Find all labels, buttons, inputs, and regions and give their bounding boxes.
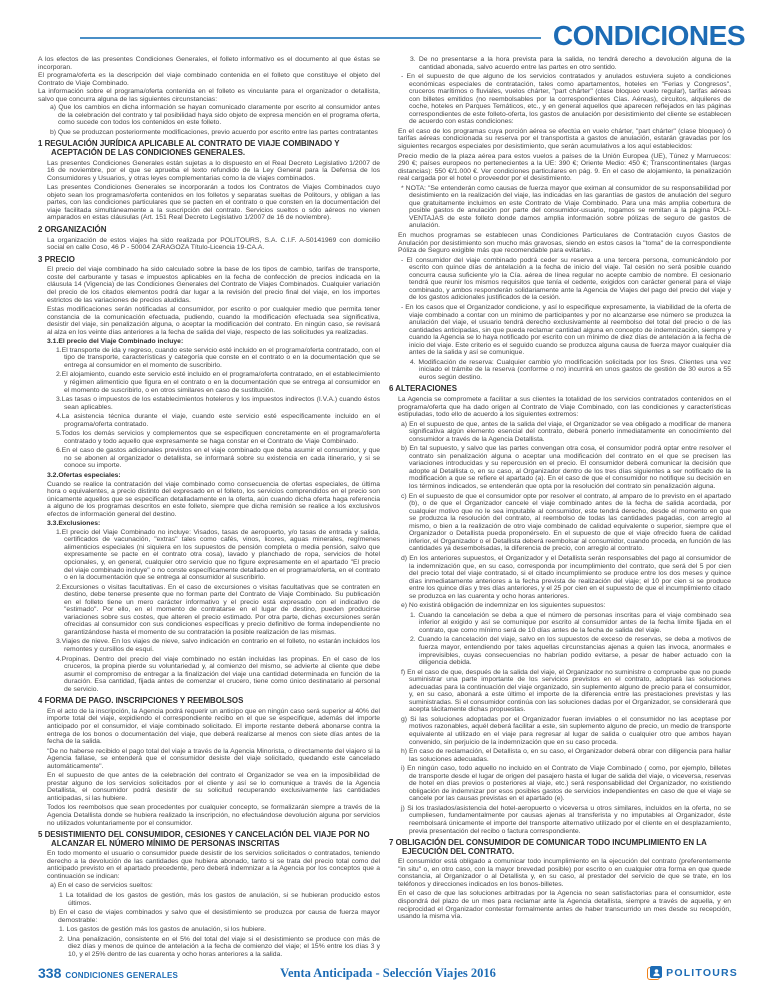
section-heading: 1 REGULACIÓN JURÍDICA APLICABLE AL CONTRATO DE VIAJE COMBINADO Y ACEPTACIÓN DE LAS CONDICIONES GENERALES.	[38, 139, 340, 158]
paragraph: El programa/oferta es la descripción del viaje combinado contenida en el folleto que constituye el objeto del Contrato de Viaje Combinado.	[38, 72, 380, 87]
paragraph: b) En el caso de viajes combinados y salvo que el desistimiento se produzca por causa de fuerza mayor demostrable:	[50, 909, 380, 924]
paragraph: En el caso de los programas cuya porción aérea se efectúa en vuelo chárter, "part chárter" (clase bloqueo) ó tarifas aéreas condicionada su reserva por el transportista a gastos de anulación, estarán gravadas por los siguientes recargos especiales por desistimiento, que serán acumulativos a los aquí establecidos:	[398, 127, 731, 151]
section-heading: 5 DESISTIMIENTO DEL CONSUMIDOR, CESIONES Y CANCELACIÓN DEL VIAJE POR NO ALCANZAR EL NÚMERO MÍNIMO DE PERSONAS INSCRITAS	[38, 830, 370, 848]
paragraph: 1 La totalidad de los gastos de gestión, más los gastos de anulación, si se hubieran producido estos últimos.	[59, 892, 380, 907]
paragraph: La Agencia se compromete a facilitar a sus clientes la totalidad de los servicios contratados contenidos en el programa/oferta que ha dado origen al Contrato de Viaje Combinado, con las condiciones y características estipuladas, todo ello de acuerdo a los siguientes extremos:	[398, 396, 731, 419]
paragraph: En el acto de la inscripción, la Agencia podrá requerir un anticipo que en ningún caso será superior al 40% del importe total del viaje, expidiendo el correspondiente recibo en el que se especifique, además del importe anticipado por el consumidor, el viaje combinado solicitado. El importe restante deberá abonarse contra la entrega de los bonos o documentación del viaje, que deberá realizarse al menos con siete días antes de la fecha de la salida.	[47, 707, 380, 746]
header-rule	[80, 37, 541, 39]
subsection-heading: 3.1.El precio del Viaje Combinado incluye:	[47, 338, 184, 346]
page-header	[38, 22, 745, 50]
paragraph: En muchos programas se establecen unas Condiciones Particulares de Contratación cuyos Gastos de Anulación por desistimiento son mucho más gravosas, siendo en estos casos la "toma" de la correspondiente Póliza de Seguro exigible más que recomendable para evitarlas.	[398, 232, 731, 255]
paragraph: f) En el caso de que, después de la salida del viaje, el Organizador no suministre o compruebe que no puede suministrar una parte importante de los servicios previstos en el contrato, adoptará las soluciones adecuadas para la continuación del viaje organizado, sin suplemento alguno de precio para el consumidor, y, en su caso, abonará a este último el importe de la diferencia entre las prestaciones previstas y las suministradas. Si el consumidor continúa con las soluciones dadas por el Organizador, se considerará que acepta tácitamente dichas propuestas.	[401, 668, 731, 714]
paragraph: 1. Los gastos de gestión más los gastos de anulación, si los hubiere.	[59, 926, 267, 934]
subsection-heading: 3.3.Exclusiones:	[47, 520, 101, 528]
section-heading: 3 PRECIO	[38, 254, 75, 264]
paragraph: Las presentes Condiciones Generales están sujetas a lo dispuesto en el Real Decreto Legislativo 1/2007 de 16 de noviembre, por el que se aprueba el texto refundido de la Ley General para la Defensa de los Consumidores y Usuarios, y otras leyes complementarias como la de viajes combinados.	[47, 159, 380, 182]
paragraph: i) En ningún caso, todo aquello no incluido en el Contrato de Viaje Combinado ( como, por ejemplo, billetes de transporte desde el lugar de origen del pasajero hasta el lugar de salida del viaje, o viceversa, reservas de hotel en días previos o posteriores al viaje, etc.) será responsabilidad del Organizador, no existiendo obligación de indemnizar por esos posibles gastos de servicios independientes en caso de que el viaje se cancele por las causas previstas en el apartado (e).	[401, 765, 731, 803]
paragraph: En el supuesto de que antes de la celebración del contrato el Organizador se vea en la imposibilidad de prestar alguno de los servicios solicitados por el cliente y así se lo comunique a través de la Agencia Detallista, el consumidor podrá desistir de su solicitud recuperando exclusivamente las cantidades anticipadas, si las hubiere.	[47, 772, 380, 802]
paragraph: - En los casos que el Organizador condicione, y así lo especifique expresamente, la viabilidad de la oferta de viaje combinado a contar con un mínimo de participantes y por no alcanzarse ese número se produzca la anulación del viaje, el usuario tendrá derecho exclusivamente al reembolso del total del precio o de las cantidades anticipadas, sin que pueda reclamar cantidad alguna en concepto de indemnización, siempre y cuando la Agencia se lo haya notificado por escrito con un mínimo de diez días de antelación a la fecha de inicio del viaje. Este criterio es el seguido cuando se produzca alguna causa de fuerza mayor cualquier día antes de la salida y así se comunique.	[401, 303, 731, 357]
paragraph: En todo momento el usuario o consumidor puede desistir de los servicios solicitados o contratados, teniendo derecho a la devolución de las cantidades que hubiera abonado, tanto si se trata del precio total como del anticipado previsto en el apartado precedente, pero deberá indemnizar a la Agencia por los conceptos que a continuación se indican:	[47, 850, 380, 880]
paragraph: - En el supuesto de que alguno de los servicios contratados y anulados estuviera sujeto a condiciones económicas especiales de contratación, tales como apartamentos, hoteles en "Ferias y Congresos", cruceros marítimos o fluviales, vuelos chárter, "part chárter" (clase bloqueo vuelo regular), tarifas aéreas con billetes emitidos (no reembolsables por la correspondientes Cías. Aéreas), circuitos, alquileres de coche, hoteles en Parques Temáticos, etc., y en general aquellos que aparecen reflejados en las páginas correspondientes de este folleto-oferta, los gastos de anulación por desistimiento del cliente se establecen de acuerdo con estas condiciones:	[401, 73, 731, 126]
paragraph: h) En caso de reclamación, el Detallista o, en su caso, el Organizador deberá obrar con diligencia para hallar las soluciones adecuadas.	[401, 748, 731, 763]
paragraph: g) Si las soluciones adoptadas por el Organizador fueran inviables o el consumidor no las aceptase por motivos razonables, aquél deberá facilitar a este, sin suplemento alguno de precio, un medio de transporte equivalente al utilizado en el viaje para regresar al lugar de salida o cualquier otro que ambos hayan convenido, sin perjuicio de la indemnización que en su caso proceda.	[401, 715, 731, 746]
page-footer	[38, 960, 738, 986]
section-heading: 6 ALTERACIONES	[389, 384, 457, 394]
brand-wordmark: POLITOURS	[666, 967, 738, 979]
paragraph: 2.Excursiones o visitas facultativas. En el caso de excursiones o visitas facultativas que se contraten en destino, debe tenerse presente que no forman parte del Contrato de Viaje Combinado. Su publicación en el folleto tiene un mero carácter informativo y el precio está expresado con el indicativo de "estimado". Por ello, en el momento de contratarse en el lugar de destino, pueden producirse variaciones sobre sus costes, que alteren el precio estimado. Por otra parte, dichas excursiones serán ofrecidas al consumidor con sus condiciones específicas y precio definitivo de forma independiente no garantizándose hasta el momento de su contratación la posible realización de las mismas.	[56, 583, 380, 636]
paragraph: "De no haberse recibido el pago total del viaje a través de la Agencia Minorista, o directamente del viajero si la Agencia fallase, se entenderá que el consumidor desiste del viaje solicitado, quedando este cancelado automáticamente".	[47, 747, 380, 770]
section-heading: 2 ORGANIZACIÓN	[38, 225, 107, 235]
paragraph: En el caso de que las soluciones arbitradas por la Agencia no sean satisfactorias para el consumidor, este dispondrá del plazo de un mes para reclamar ante la Agencia detallista, siempre a través de aquella, y en reciprocidad el Organizador contestar formalmente antes de haber transcurrido un mes desde su recepción, usando la misma vía.	[398, 890, 731, 921]
right-column	[389, 56, 731, 958]
paragraph: A los efectos de las presentes Condiciones Generales, el folleto informativo es el documento al que éstas se incorporan.	[38, 56, 380, 71]
left-column	[38, 56, 380, 958]
paragraph: a) En el supuesto de que, antes de la salida del viaje, el Organizador se vea obligado a modificar de manera significativa algún elemento esencial del contrato, deberá ponerlo inmediatamente en conocimiento del consumidor a través de la Agencia Detallista.	[401, 420, 731, 443]
paragraph: c) En el supuesto de que el consumidor opte por resolver el contrato, al amparo de lo previsto en el apartado (b), o de que el Organizador cancele el viaje combinado antes de la fecha de salida acordada, por cualquier motivo que no le sea imputable al consumidor, este tendrá derecho, desde el momento en que se produzca la resolución del contrato, al reembolso de todas las cantidades pagadas, con arreglo al mismo, o bien a la realización de otro viaje combinado de calidad equivalente o superior, siempre que el Organizador o Detallista pueda proponérselo. En el supuesto de que el viaje ofrecido fuera de calidad inferior, el Organizador o el Detallista deberá reembolsar al consumidor, cuando proceda, en función de las cantidades ya desembolsadas, la diferencia de precio, con arreglo al contrato.	[401, 492, 731, 553]
paragraph: 2. Una penalización, consistente en el 5% del total del viaje si el desistimiento se produce con más de diez días y menos de quince de antelación a la fecha de comienzo del viaje; el 15% entre los días 3 y 10, y el 25% dentro de las cuarenta y ocho horas anteriores a la salida.	[59, 935, 380, 958]
paragraph: 5.Todos los demás servicios y complementos que se especifiquen concretamente en el programa/oferta contratado y todo aquello que expresamente se haga constar en el Contrato de Viaje Combinado.	[56, 430, 380, 445]
footer-section-label: CONDICIONES GENERALES	[65, 971, 179, 980]
paragraph: 1.El precio del Viaje Combinado no incluye: Visados, tasas de aeropuerto, y/o tasas de entrada y salida, certificados de vacunación, "extras" tales como cafés, vinos, licores, aguas minerales, regímenes alimenticios especiales (ni siquiera en los supuestos de pensión completa o media pensión, salvo que expresamente se pacte en el contrato otra cosa), lavado y planchado de ropa, servicios de hotel opcionales, y, en general, cualquier otro servicio que no figure expresamente en el apartado "El precio del viaje combinado incluye" o no conste específicamente detallado en el programa/oferta, en el contrato o en la documentación que se entrega al consumidor al suscribirlo.	[56, 528, 380, 582]
section-heading: 4 FORMA DE PAGO. INSCRIPCIONES Y REEMBOLSOS	[38, 696, 244, 706]
politours-person-icon	[647, 966, 662, 980]
paragraph: - El consumidor del viaje combinado podrá ceder su reserva a una tercera persona, comunicándolo por escrito con quince días de antelación a la fecha de inicio del viaje. Tal cesión no será posible cuando concurra causa suficiente y/o la Cía. aérea de línea regular no acepte cambio de nombre. El cesionario tendrá que reunir los mismos requisitos que tenía el cedente, exigidos con carácter general para el viaje combinado, y ambos responderán solidariamente ante la Agencia de Viajes del pago del precio del viaje y de los gastos adicionales justificados de la cesión.	[401, 256, 731, 302]
paragraph: 1.El transporte de ida y regreso, cuando este servicio esté incluido en el programa/oferta contratado, con el tipo de transporte, características y categoría que conste en el contrato o en la documentación que se entrega al consumidor en el momento de suscribirlo.	[56, 346, 380, 369]
paragraph: Estas modificaciones serán notificadas al consumidor, por escrito o por cualquier medio que permita tener constancia de la comunicación efectuada, pudiendo, cuando la modificación efectuada sea significativa, desistir del viaje, sin penalización alguna, o aceptar la modificación del contrato. En ningún caso, se revisará al alza en los veinte días anteriores a la fecha de salida del viaje, respecto de las solicitudes ya realizadas.	[47, 306, 380, 336]
paragraph: La organización de estos viajes ha sido realizada por POLITOURS, S.A. C.I.F. A-50141969 con domicilio social en calle Coso, 46 P - 50004 ZARAGOZA Título-Licencia 19-CA.A.	[47, 236, 380, 252]
paragraph: 4.Propinas. Dentro del precio del viaje combinado no están incluidas las propinas. En el caso de los cruceros, la propina pierde su voluntariedad y, al comienzo del mismo, se advierte al cliente que debe asumir el compromiso de entregar a la finalización del viaje una cantidad determinada en función de la duración. Esa cantidad, fijada antes de comenzar el crucero, tiene como único destinatario al personal de servicio.	[56, 655, 380, 693]
brand-logo	[641, 966, 738, 980]
section-heading: 7 OBLIGACIÓN DEL CONSUMIDOR DE COMUNICAR TODO INCUMPLIMIENTO EN LA EJECUCIÓN DEL CONTRATO.	[389, 838, 707, 856]
paragraph: Precio medio de la plaza aérea para estos vuelos a países de la Unión Europea (UE), Túnez y Marruecos: 290 €; países europeos no pertenecientes a la UE: 390 €; Oriente Medio: 450 €; Transcontinentales (largas distancias): 550 €/1.000 €. Ver condiciones particulares en pág. 9. En el caso de alojamiento, la penalización real cargada por el hotel o proveedor por el desistimiento.	[398, 152, 731, 183]
paragraph: e) No existirá obligación de indemnizar en los siguientes supuestos:	[401, 602, 606, 610]
paragraph: La información sobre el programa/oferta contenida en el folleto es vinculante para el organizador o detallista, salvo que concurra alguna de las siguientes circunstancias:	[38, 88, 380, 103]
subsection-heading: 3.2.Ofertas especiales:	[47, 471, 121, 479]
paragraph: 1. Cuando la cancelación se deba a que el número de personas inscritas para el viaje combinado sea inferior al exigido y así se comunique por escrito al consumidor antes de la fecha límite fijada en el contrato, que como mínimo será de 10 días antes de la fecha de salida del viaje.	[410, 611, 731, 634]
page-number: 338	[38, 965, 62, 981]
paragraph: 4.La asistencia técnica durante el viaje, cuando este servicio esté específicamente incluido en el programa/oferta contratado.	[56, 413, 380, 428]
paragraph: Todos los reembolsos que sean procedentes por cualquier concepto, se formalizarán siempre a través de la Agencia Detallista donde se hubiera realizado la inscripción, no efectuándose devolución alguna por servicios no utilizados voluntariamente por el consumidor.	[47, 804, 380, 827]
paragraph: 3.Las tasas o impuestos de los establecimientos hoteleros y los impuestos indirectos (I.V.A.) cuando éstos sean aplicables.	[56, 396, 380, 411]
paragraph: 3.Viajes de nieve. En los viajes de nieve, salvo indicación en contrario en el folleto, no estarán incluidos los remontes y cursillos de esquí.	[56, 638, 380, 654]
paragraph: 6.En el caso de gastos adicionales previstos en el viaje combinado que deba asumir el consumidor, y que no se abonen al organizador o detallista, se informará sobre su existencia en cada itinerario, y si se conoce su importe.	[56, 447, 380, 470]
paragraph: 2. Cuando la cancelación del viaje, salvo en los supuestos de exceso de reservas, se deba a motivos de fuerza mayor, entendiendo por tales aquellas circunstancias ajenas a quien las invoca, anormales e imprevisibles, cuyas consecuencias no habrían podido evitarse, a pesar de haber actuado con la diligencia debida.	[410, 636, 731, 667]
paragraph: Cuando se realice la contratación del viaje combinado como consecuencia de ofertas especiales, de última hora o equivalentes, a precio distinto del expresado en el folleto, los servicios comprendidos en el precio son únicamente aquellos que se especifican detalladamente en la oferta, aún cuando dicha oferta haga referencia a alguno de los programas descritos en este folleto, siempre que dicha remisión se realice a los exclusivos efectos de información general del destino.	[47, 480, 380, 518]
paragraph: Las presentes Condiciones Generales se incorporarán a todos los Contratos de Viajes Combinados cuyo objeto sean los programas/oferta contenidos en los folletos y separatas sueltas de Politours, y obligan a las partes, con las condiciones particulares que se pacten en el contrato o que consten en la documentación del viaje facilitada simultáneamente a la suscripción del contrato. Servicios sueltos o sólo aéreos no vienen amparados en estas cláusulas (Art. 151 Real Decreto Legislativo 1/2007 de 16 de noviembre).	[47, 184, 380, 222]
page-title: CONDICIONES	[552, 20, 745, 51]
paragraph: d) En los anteriores supuestos, el Organizador y el Detallista serán responsables del pago al consumidor de la indemnización que, en su caso, corresponda por incumplimiento del contrato, que será del 5 por cien del precio total del viaje contratado, si el citado incumplimiento se produce entre los dos meses y quince días inmediatamente anteriores a la fecha prevista de realización del viaje; el 10 por cien si se produce entre los quince días y tres días anteriores, y el 25 por cien en el supuesto de que el incumplimiento citado se produzca en las cuarenta y ocho horas anteriores.	[401, 554, 731, 600]
two-column-body	[38, 56, 732, 958]
paragraph: El precio del viaje combinado ha sido calculado sobre la base de los tipos de cambio, tarifas de transporte, coste del carburante y tasas e impuestos aplicables en la fecha de confección de precios indicada en la cláusula 14 (Vigencia) de las Condiciones Generales del Contrato de Viajes Combinados. Cualquier variación del precio de los citados elementos podrá dar lugar a la revisión del precio final del viaje, en los importes estrictos de las variaciones de precios aludidas.	[47, 266, 380, 304]
paragraph: a) Que los cambios en dicha información se hayan comunicado claramente por escrito al consumidor antes de la celebración del contrato y tal posibilidad haya sido objeto de expresa mención en el programa oferta, como sucede con todos los contenidos en este folleto.	[50, 104, 380, 127]
paragraph: j) Si los traslados/asistencia del hotel-aeropuerto o viceversa u otros similares, incluidos en la oferta, no se cumpliesen, fundamentalmente por causas ajenas al transferista y no imputables al Organizador, éste reembolsará únicamente el importe del transporte alternativo utilizado por el cliente en el desplazamiento, previa presentación del recibo o factura correspondiente.	[401, 804, 731, 835]
paragraph: 4. Modificación de reserva: Cualquier cambio y/o modificación solicitada por los Sres. Clientes una vez iniciado el trámite de la reserva (conforme o no) incurrirá en unos gastos de gestión de 30 euros a 55 euros según destino.	[410, 358, 731, 381]
footer-center-text: Venta Anticipada - Selección Viajes 2016	[280, 965, 496, 980]
paragraph: El consumidor está obligado a comunicar todo incumplimiento en la ejecución del contrato (preferentemente "in situ" o, en otro caso, con la mayor brevedad posible) por escrito o en cualquier otra forma en que quede constancia, al Organizador o al Detallista y, en su caso, al prestador del servicio de que se trate, en los teléfonos y direcciones indicados en los bonos-billetes.	[398, 858, 731, 888]
paragraph: 3. De no presentarse a la hora prevista para la salida, no tendrá derecho a devolución alguna de la cantidad abonada, salvo acuerdo entre las partes en otro sentido.	[410, 56, 731, 71]
paragraph: b) Que se produzcan posteriormente modificaciones, previo acuerdo por escrito entre las partes contratantes	[50, 128, 378, 136]
paragraph: * NOTA: "Se entenderán como causas de fuerza mayor que eximan al consumidor de su responsabilidad por desistimiento en la realización del viaje, las indicadas en las garantías de gastos de anulación del seguro que gratuitamente incluimos en este Contrato de Viaje Combinado. Para una más amplia cobertura de posible gastos de anulación por parte del consumidor-usuario, rogamos se remitan a la página POLI-VENTAJAS de este folleto donde damos amplia información sobre pólizas de seguro de gastos de anulación.	[401, 184, 731, 230]
paragraph: b) En tal supuesto, y salvo que las partes convengan otra cosa, el consumidor podrá optar entre resolver el contrato sin penalización alguna o aceptar una modificación del contrato en el que se precisen las variaciones introducidas y su repercusión en el precio. El consumidor deberá comunicar la decisión que adopte al Detallista o, en su caso, al Organizador dentro de los tres días siguientes a ser notificado de la modificación a que se refiere el apartado (a). En el caso de que el consumidor no notifique su decisión en los términos indicados, se entenderán que opta por la resolución del contrato sin penalización alguna.	[401, 445, 731, 491]
paragraph: 2.El alojamiento, cuando este servicio esté incluido en el programa/oferta contratado, en el establecimiento y régimen alimenticio que figura en el contrato o en la documentación que se entrega al consumidor en el momento de suscribirlo, o en otros similares en caso de sustitución.	[56, 371, 380, 394]
paragraph: a) En el caso de servicios sueltos:	[50, 882, 153, 890]
